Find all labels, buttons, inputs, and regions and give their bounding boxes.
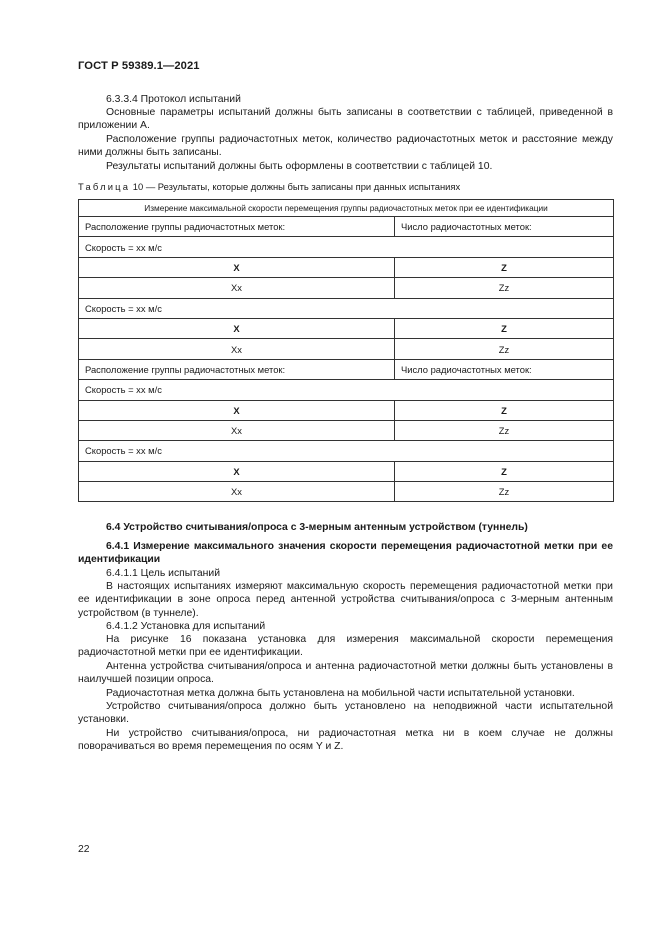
section-6-4-1-2-label: 6.4.1.2 Установка для испытаний <box>106 621 266 632</box>
paragraph: Устройство считывания/опроса должно быть установлено на неподвижной части испытательной установки. <box>78 701 613 726</box>
paragraph: Ни устройство считывания/опроса, ни радиочастотная метка ни в коем случае не должны поворачиваться во время перемещения по осям Y и Z. <box>78 728 613 753</box>
value-cell: Zz <box>395 482 614 502</box>
value-cell: Zz <box>395 278 614 298</box>
table-row <box>79 461 614 481</box>
value-cell: Zz <box>395 339 614 359</box>
table-title: Измерение максимальной скорости перемещения группы радиочастотных меток при ее идентификации <box>79 200 614 217</box>
value-cell: Xx <box>79 482 395 502</box>
speed-cell: Скорость = хх м/с <box>79 380 614 400</box>
paragraph: Основные параметры испытаний должны быть записаны в соответствии с таблицей, приведенной в приложении А. <box>78 107 613 132</box>
axis-header-cell: X <box>79 318 395 338</box>
table-row <box>79 339 614 359</box>
paragraph: Антенна устройства считывания/опроса и антенна радиочастотной метки должны быть установлены в наилучшей позиции опроса. <box>78 661 613 686</box>
speed-cell: Скорость = хх м/с <box>79 237 614 257</box>
table-row <box>79 359 614 379</box>
table-row <box>79 420 614 440</box>
location-cell: Расположение группы радиочастотных меток: <box>79 217 395 237</box>
document-header: ГОСТ Р 59389.1—2021 <box>78 60 200 72</box>
axis-header-cell: X <box>79 257 395 277</box>
speed-cell: Скорость = хх м/с <box>79 441 614 461</box>
table-row <box>79 318 614 338</box>
paragraph: На рисунке 16 показана установка для измерения максимальной скорости перемещения радиочастотной метки при ее идентификации. <box>78 634 613 659</box>
table-row <box>79 278 614 298</box>
paragraph: Расположение группы радиочастотных меток, количество радиочастотных меток и расстояние между ними должны быть записаны. <box>78 134 613 159</box>
section-6-3-3-4-label: 6.3.3.4 Протокол испытаний <box>106 94 241 105</box>
axis-header-cell: X <box>79 461 395 481</box>
axis-header-cell: X <box>79 400 395 420</box>
section-6-4-1-1-label: 6.4.1.1 Цель испытаний <box>106 568 221 579</box>
table-caption <box>78 181 460 193</box>
table-row <box>79 298 614 318</box>
axis-header-cell: Z <box>395 461 614 481</box>
value-cell: Xx <box>79 420 395 440</box>
axis-header-cell: Z <box>395 400 614 420</box>
speed-cell: Скорость = хх м/с <box>79 298 614 318</box>
results-table <box>78 199 614 502</box>
page-number: 22 <box>78 844 90 855</box>
section-6-4-title: 6.4 Устройство считывания/опроса с 3-мерным антенным устройством (туннель) <box>106 522 528 533</box>
table-row <box>79 441 614 461</box>
paragraph: Радиочастотная метка должна быть установлена на мобильной части испытательной установки. <box>106 688 575 699</box>
axis-header-cell: Z <box>395 318 614 338</box>
value-cell: Zz <box>395 420 614 440</box>
value-cell: Xx <box>79 278 395 298</box>
table-caption-text: 10 — Результаты, которые должны быть записаны при данных испытаниях <box>132 181 461 192</box>
paragraph: В настоящих испытаниях измеряют максимальную скорость перемещения радиочастотной метки при ее идентификации в зоне опроса перед антенной устройства считывания/опроса с 3-мерным антенным устройством (в туннеле). <box>78 581 613 619</box>
count-cell: Число радиочастотных меток: <box>395 359 614 379</box>
axis-header-cell: Z <box>395 257 614 277</box>
table-row <box>79 482 614 502</box>
table-row <box>79 380 614 400</box>
table-row <box>79 257 614 277</box>
location-cell: Расположение группы радиочастотных меток: <box>79 359 395 379</box>
table-row <box>79 217 614 237</box>
count-cell: Число радиочастотных меток: <box>395 217 614 237</box>
table-caption-word: Таблица <box>78 181 131 192</box>
section-6-4-1-title: 6.4.1 Измерение максимального значения скорости перемещения радиочастотной метки при ее идентификации <box>78 541 613 566</box>
paragraph: Результаты испытаний должны быть оформлены в соответствии с таблицей 10. <box>106 161 493 172</box>
table-row <box>79 237 614 257</box>
value-cell: Xx <box>79 339 395 359</box>
table-row <box>79 400 614 420</box>
